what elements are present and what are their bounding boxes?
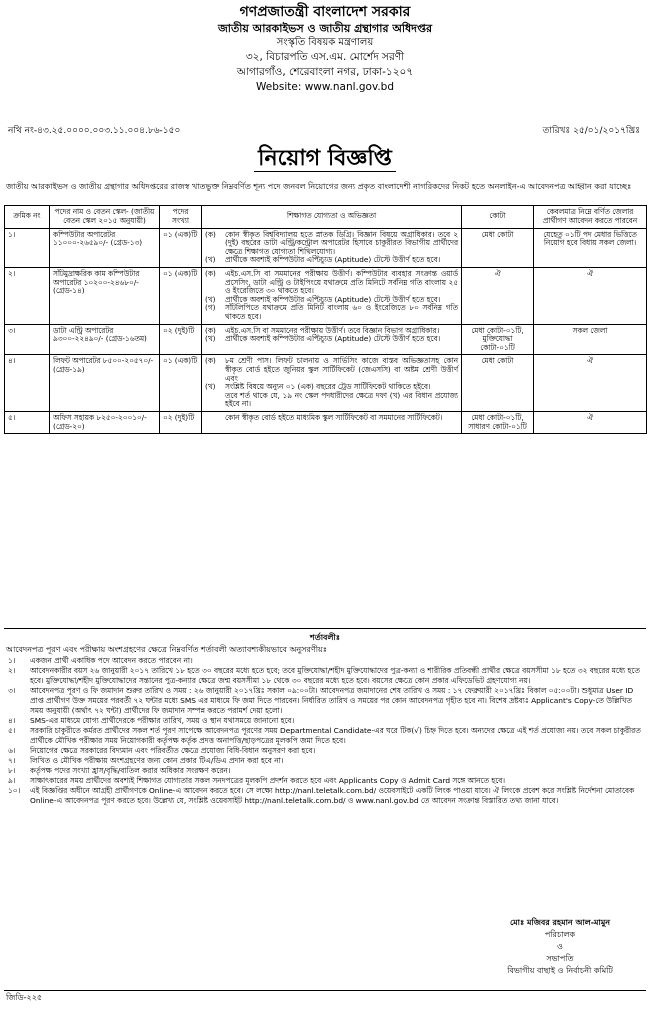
qualification-item [205,414,458,423]
qualification-marker: (খ) [205,334,216,344]
condition-item [6,776,642,786]
qualification-text: প্রার্থীকে অবশ্যই কম্পিউটার এপ্টিচ্যুড (Aptitude) টেস্টে উত্তীর্ণ হতে হবে। [225,334,441,344]
condition-text: সাক্ষাৎকারের সময় প্রার্থীদের অবশ্যই শিক্ষাগত যোগ্যতার সকল সনদপত্রের মূলকপি প্রদর্শন করতে হবে এবং Applicants Copy ও Admit Card সঙ্গে আনতে হবে। [30,776,506,786]
qualification-item [205,335,458,344]
cell-post: সাঁটমুদ্রাক্ষরিক কাম কম্পিউটার অপারেটর ১০২০০-২৪৬৮০/- (গ্রেড-১৪) [50,267,160,324]
condition-item [6,666,642,686]
table-row [5,412,647,434]
cell-serial: ৫। [5,412,50,434]
cell-quota: মেধা কোটা [462,228,534,267]
department-name: জাতীয় আরকাইভস ও জাতীয় গ্রন্থাগার অধিদপ্তর [217,22,433,35]
cell-post: কম্পিউটার অপারেটর ১১০০০-২৬৫৯০/- (গ্রেড-১৩) [50,228,160,267]
qualification-item [205,392,458,409]
qualification-item [205,231,458,257]
qualification-text: প্রার্থীকে অবশ্যই কম্পিউটার এপ্টিচ্যুড (Aptitude) টেস্টে উত্তীর্ণ হতে হবে। [225,294,441,304]
cell-quota: মেধা কোটা-০১টি, সাধারণ কোটা-০১টি [462,412,534,434]
condition-text: আবেদনকারীর বয়স ২৬ জানুয়ারী ২০১৭ তারিখে ১৮ হতে ৩০ বছরের মধ্যে হতে হবে; তবে মুক্তিযোদ্ধা/শহীদ মুক্তিযোদ্ধাদের পুত্র-কন্যা ও শারীরিক প্রতিবন্ধী প্রার্থীর ক্ষেত্রে বয়সসীমা ১৮ হতে ৩২ বছরের মধ্যে হতে হবে। মুক্তিযোদ্ধা/শহীদ মুক্তিযোদ্ধাদের সন্তানের পুত্র-কন্যার ক্ষেত্রে জন্ম বয়সসীমা ১৮ থেকে ৩০ বছরের মধ্যে হতে হবে। বয়সের ক্ষেত্রে কোন প্রকার এফিডেভিট গ্রহণযোগ্য নয়। [30,666,640,686]
qualification-text: সাঁটলিপিতে যথাক্রমে প্রতি মিনিট বাংলায় ৬০ ও ইংরেজিতে ৮০ সর্বনিম্ন গতি থাকতে হবে। [225,303,458,321]
qualification-marker: (খ) [205,382,216,392]
condition-item [6,656,642,666]
table-row [5,228,647,267]
cell-qualification [202,412,462,434]
cell-serial: ৩। [5,324,50,355]
conditions-intro [6,645,642,806]
condition-number: ৫। [8,726,16,736]
table-row [5,355,647,412]
qualification-marker: (ক) [205,325,216,335]
col-quota: কোটা [462,206,534,229]
qualification-text: তবে শর্ত থাকে যে, ১৯ নং স্কেল পদধারীদের ক্ষেত্রে দফা (খ) এর বিধান প্রযোজ্য হইবে না। [225,390,458,409]
cell-serial: ১। [5,228,50,267]
cell-qualification [202,228,462,267]
condition-item [6,746,642,756]
qualification-text: কোন স্বীকৃত বিশ্ববিদ্যালয় হতে স্নাতক ডিগ্রি। বিজ্ঞান বিষয়ে অগ্রাধিকার। তবে ২ (দুই) বছরের ডাটা এন্ট্রি/কন্ট্রোল অপারেটর হিসাবে চাকুরীরত বিভাগীয় প্রার্থীদের ক্ষেত্রে শিক্ষাগত যোগ্যতা শিথিলযোগ্য। [225,229,458,256]
cell-post: ডাটা এন্ট্রি অপারেটর ৯৩০০-২২৪৯০/- (গ্রেড-১৬তম) [50,324,160,355]
cell-qualification [202,267,462,324]
condition-text: একজন প্রার্থী একাধিক পদে আবেদন করতে পারবেন না। [30,656,193,666]
condition-text: এই বিজ্ঞপ্তির অধীনে আগ্রহী প্রার্থীগণকে Online-এ আবেদন করতে হবে। সে লক্ষ্যে http://nanl.teletalk.com.bd/ ওয়েবসাইটে একটি লিংক পাওয়া যাবে। ঐ লিংকে প্রবেশ করে সংশ্লিষ্ট নির্দেশনা মোতাবেক Online-এ আবেদনপত্র পূরণ করতে হবে। উল্লেখ্য যে, সংশ্লিষ্ট ওয়েবসাইট http://nanl.teletalk.com.bd/ ও www.nanl.gov.bd তে আবেদন সংক্রান্ত বিস্তারিত তথ্য জানা যাবে। [30,786,635,806]
cell-serial: ৪। [5,355,50,412]
qualification-marker: (ক) [205,268,216,278]
condition-number: ৯। [8,776,16,786]
col-district: কেবলমাত্র নিম্নে বর্ণিত জেলার প্রার্থীগণ আবেদন করতে পারবেন [534,206,647,229]
qualification-text: এইচ.এস.সি বা সমমানের পরীক্ষায় উত্তীর্ণ। কম্পিউটার ব্যবহার সংক্রান্ত ওয়ার্ড প্রসেসিং, ডাটা এন্ট্রি ও টাইপিংয়ে যথাক্রমে প্রতি মিনিটে সর্বনিম্ন গতি বাংলায় ২৫ ও ইংরেজিতে ৩০ থাকতে হবে। [225,268,458,296]
cell-district: সকল জেলা [534,324,647,355]
letterhead [0,4,650,95]
cell-district: ঐ [534,355,647,412]
qualification-text: সংশ্লিষ্ট বিষয়ে অন্যুন ০১ (এক) বছরের ট্রেড সার্টিফিকেট থাকিতে হইবে। [225,382,431,392]
cell-post: লিফট অপারেটর ৮৫০০-২০৫৭০/- (গ্রেড-১৯) [50,355,160,412]
signatory-title-1: পরিচালক [544,930,576,939]
condition-item [6,786,642,806]
qualification-marker [205,414,225,423]
signatory-title-2: সভাপতি [546,954,574,963]
qualification-item [205,270,458,296]
qualification-text: ৮ম শ্রেণী পাস। লিফট চালনায় ও সার্ভিসিং কাজে বাস্তব অভিজ্ঞতাসহ কোন স্বীকৃত বোর্ড হইতে জুনিয়র স্কুল সার্টিফিকেট (জেএসসি) বা অষ্টম শ্রেণী উত্তীর্ণ এবং [225,356,458,383]
posts-table [4,205,647,434]
cell-count: ০১ (এক)টি [160,267,202,324]
cell-post: অফিস সহায়ক ৮২৫০-২০০১০/- (গ্রেড-২০) [50,412,160,434]
condition-number: ৪। [8,716,16,726]
condition-text: সরকারি চাকুরীতে কর্মরত প্রার্থীদের সকল শর্ত পূরণ সাপেক্ষে আবেদনপত্র পূরণের সময় Departmental Candidate-এর ঘরে টিক(√) চিহ্ন দিতে হবে। অন্যদের ক্ষেত্রে এই শর্ত প্রযোজ্য নয়। তবে সকল চাকুরীরত প্রার্থীকে মৌখিক পরীক্ষার সময় নিয়োগকারী কর্তৃপক্ষ কর্তৃক প্রদত্ত অনাপত্তি/ছাড়পত্রের মূলকপি জমা দিতে হবে। [30,726,641,746]
qualification-marker: (ক) [205,229,216,239]
intro-paragraph: জাতীয় আরকাইভস ও জাতীয় গ্রন্থাগার অধিদপ্তরের রাজস্ব খাতভুক্ত নিম্নবর্ণিত শূন্য পদে জনবল নিয়োগের জন্য প্রকৃত বাংলাদেশী নাগরিকদের নিকট হতে অনলাইন-এ আবেদনপত্র আহ্বান করা যাচ্ছেঃ [6,182,632,191]
cell-count: ০১ (এক)টি [160,355,202,412]
title-text: নিয়োগ বিজ্ঞপ্তি [254,146,396,172]
cell-quota: মেধা কোটা [462,355,534,412]
qualification-item [205,256,458,265]
conditions-intro-text: আবেদনপত্র পূরণ এবং পরীক্ষায় অংশগ্রহণের ক্ষেত্রে নিম্নবর্ণিত শর্তাবলী অত্যাবশ্যকীয়ভাবে অনুসরণীয়ঃ [6,645,327,654]
qualification-text: এইচ.এস.সি বা সমমানের পরীক্ষায় উত্তীর্ণ। তবে বিজ্ঞান বিভাগ অগ্রাধিকার। [225,325,440,335]
condition-text: কর্তৃপক্ষ পদের সংখ্যা হ্রাস/বৃদ্ধি/বাতিল করার অধিকার সংরক্ষণ করেন। [30,766,231,776]
gov-name: গণপ্রজাতন্ত্রী বাংলাদেশ সরকার [239,4,411,20]
notice-date: তারিখঃ ২৫/০১/২০১৭খ্রিঃ [542,126,640,136]
qualification-marker: (ক) [205,356,216,366]
condition-number: ১০। [8,786,21,796]
qualification-marker: (খ) [205,294,216,304]
table-row [5,324,647,355]
cell-quota: ঐ [462,267,534,324]
condition-number: ৮। [8,766,16,776]
cell-quota: মেধা কোটা-০১টি, মুক্তিযোদ্ধা কোটা-০১টি [462,324,534,355]
condition-item [6,686,642,716]
cell-qualification [202,355,462,412]
signatory-and: ও [557,942,563,951]
memo-number: নথি নং-৪৩.২৫.০০০০.০০৩.১১.০০৪.৮৬-১৫০ [8,126,181,136]
condition-number: ৭। [8,756,16,766]
conditions-title: শর্তাবলীঃ [309,633,341,642]
cell-count: ০২ (দুই)টি [160,324,202,355]
col-count: পদের সংখ্যা [160,206,202,229]
cell-serial: ২। [5,267,50,324]
signatory-title-3: বিভাগীয় বাছাই ও নির্বাচনী কমিটি [507,966,613,975]
page-title [0,142,650,176]
reference-code: জিডি-২২৫ [6,993,43,1002]
conditions-list [6,656,642,806]
condition-number: ২। [8,666,16,676]
col-qualification: শিক্ষাগত যোগ্যতা ও অভিজ্ঞতা [202,206,462,229]
col-post: পদের নাম ও বেতন স্কেল- (জাতীয় বেতন স্কেল ২০১৫ অনুযায়ী) [50,206,160,229]
cell-qualification [202,324,462,355]
qualification-item [205,357,458,383]
condition-text: নিয়োগের ক্ষেত্রে সরকারের বিদ্যমান এবং পরিবর্তীত ক্ষেত্রে প্রযোজ্য বিধি-বিধান অনুসরণ করা হবে। [30,746,316,756]
qualification-marker [205,392,225,409]
website: Website: www.nanl.gov.bd [255,81,395,93]
cell-count: ০২ (দুই)টি [160,412,202,434]
condition-item [6,766,642,776]
condition-text: আবেদনপত্র পূরণ ও ফি জমাদান শুরুর তারিখ ও সময় : ২৬ জানুয়ারী ২০১৭খ্রিঃ সকাল ০৯:০০টা। আবেদনপত্র জমাদানের শেষ তারিখ ও সময় : ১৭ ফেব্রুয়ারী ২০১৭খ্রিঃ বিকাল ০৫:০০টা। শুধুমাত্র User ID প্রাপ্ত প্রার্থীগণ উক্ত সময়ের পরবর্তী ৭২ ঘন্টার মধ্যে SMS এর মাধ্যমে ফি জমা দিতে পারবেন। নির্ধারিত তারিখ ও সময়ের পর কোন আবেদনপত্র গৃহীত হবে না। বিশেষ দ্রষ্টব্যঃ Applicant's Copy-তে উল্লিখিত সময় অনুযায়ী (অর্থাৎ ৭২ ঘন্টা) প্রার্থীদের ফি জমাদান সম্পন্ন করতে পরামর্শ দেয়া হলো। [30,686,634,716]
qualification-text: প্রার্থীকে অবশ্যই কম্পিউটার এপ্টিচ্যুড (Aptitude) টেস্টে উত্তীর্ণ হতে হবে। [225,255,441,265]
qualification-marker: (গ) [205,303,216,313]
condition-text: SMS-এর মাধ্যমে যোগ্য প্রার্থীদেরকে পরীক্ষার তারিখ, সময় ও স্থান যথাসময়ে জানানো হবে। [30,716,295,726]
ministry-name: সংস্কৃতি বিষয়ক মন্ত্রণালয় [276,37,374,48]
table-row [5,267,647,324]
condition-number: ৩। [8,686,16,696]
qualification-item [205,304,458,321]
qualification-text: কোন স্বীকৃত বোর্ড হইতে মাধ্যমিক স্কুল সার্টিফিকেট বা সমমানের সার্টিফিকেট। [225,413,443,423]
col-serial: ক্রমিক নং [5,206,50,229]
condition-item [6,726,642,746]
signatory-name: মোঃ মজিবর রহমান আল-মামুন [509,918,611,927]
cell-district: ঐ [534,412,647,434]
signature-block [460,917,650,977]
condition-text: লিখিত ও মৌখিক পরীক্ষায় অংশগ্রহণের জন্য কোন প্রকার টিএ/ডিএ প্রদান করা হবে না। [30,756,284,766]
address-line-1: ৩২, বিচারপতি এস.এম. মোর্শেদ সরণী [245,51,405,63]
cell-district: ঐ [534,267,647,324]
condition-number: ৬। [8,746,16,756]
condition-number: ১। [8,656,16,666]
address-line-2: আগারগাঁও, শেরেবাংলা নগর, ঢাকা-১২০৭ [236,66,414,78]
cell-district: যেহেতু ০১টি পদ মেধার ভিত্তিতে নিয়োগ হবে বিধায় সকল জেলা। [534,228,647,267]
condition-item [6,756,642,766]
table-header-row [5,206,647,229]
qualification-marker: (খ) [205,255,216,265]
condition-item [6,716,642,726]
cell-count: ০১ (এক)টি [160,228,202,267]
